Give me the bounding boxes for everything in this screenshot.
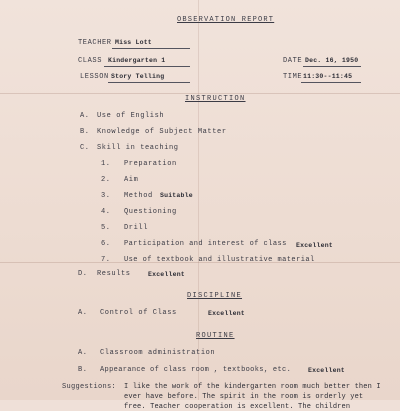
class-underline bbox=[104, 66, 190, 67]
results-value: Excellent bbox=[148, 271, 185, 278]
lesson-underline bbox=[108, 82, 190, 83]
instruction-d-letter: D. bbox=[78, 270, 88, 278]
discipline-a-letter: A. bbox=[78, 309, 88, 317]
date-label: DATE bbox=[283, 57, 303, 65]
discipline-heading: DISCIPLINE bbox=[187, 292, 243, 300]
paper-fold bbox=[0, 93, 400, 94]
instruction-b-letter: B. bbox=[80, 128, 90, 136]
skill-item-num: 6. bbox=[101, 240, 111, 248]
skill-item-text: Drill bbox=[124, 224, 149, 232]
paper-fold bbox=[198, 0, 199, 400]
instruction-a-text: Use of English bbox=[97, 112, 165, 120]
routine-b-text: Appearance of class room , textbooks, etc. bbox=[100, 366, 292, 374]
discipline-a-text: Control of Class bbox=[100, 309, 177, 317]
skill-item-text: Aim bbox=[124, 176, 139, 184]
teacher-underline bbox=[112, 48, 190, 49]
time-value: 11:30--11:45 bbox=[303, 73, 353, 80]
time-underline bbox=[301, 82, 361, 83]
teacher-value: Miss Lott bbox=[115, 39, 152, 46]
skill-item-value: Suitable bbox=[160, 192, 193, 199]
skill-item-text: Method bbox=[124, 192, 153, 200]
control-value: Excellent bbox=[208, 310, 245, 317]
skill-item-num: 5. bbox=[101, 224, 111, 232]
routine-a-letter: A. bbox=[78, 349, 88, 357]
routine-heading: ROUTINE bbox=[196, 332, 235, 340]
instruction-a-letter: A. bbox=[80, 112, 90, 120]
suggestions-label: Suggestions: bbox=[62, 383, 117, 391]
instruction-c-text: Skill in teaching bbox=[97, 144, 179, 152]
appearance-value: Excellent bbox=[308, 367, 345, 374]
instruction-b-text: Knowledge of Subject Matter bbox=[97, 128, 227, 136]
routine-a-text: Classroom administration bbox=[100, 349, 216, 357]
instruction-d-text: Results bbox=[97, 270, 131, 278]
instruction-heading: INSTRUCTION bbox=[185, 95, 246, 103]
skill-item-num: 4. bbox=[101, 208, 111, 216]
skill-item-num: 3. bbox=[101, 192, 111, 200]
lesson-value: Story Telling bbox=[111, 73, 165, 80]
class-value: Kindergarten 1 bbox=[108, 57, 166, 64]
skill-item-value: Excellent bbox=[296, 242, 333, 249]
report-title: OBSERVATION REPORT bbox=[177, 16, 275, 24]
skill-item-text: Participation and interest of class bbox=[124, 240, 287, 248]
skill-item-num: 1. bbox=[101, 160, 111, 168]
suggestions-line: I like the work of the kindergarten room much better then I bbox=[124, 383, 381, 391]
suggestions-line: free. Teacher cooperation is excellent. The children bbox=[124, 403, 351, 411]
teacher-label: TEACHER bbox=[78, 39, 112, 47]
skill-item-text: Use of textbook and illustrative material bbox=[124, 256, 315, 264]
suggestions-line: ever have before. The spirit in the room is orderly yet bbox=[124, 393, 364, 401]
instruction-c-letter: C. bbox=[80, 144, 90, 152]
class-label: CLASS bbox=[78, 57, 103, 65]
date-value: Dec. 16, 1950 bbox=[305, 57, 359, 64]
skill-item-num: 7. bbox=[101, 256, 111, 264]
date-underline bbox=[303, 66, 361, 67]
skill-item-text: Preparation bbox=[124, 160, 177, 168]
skill-item-num: 2. bbox=[101, 176, 111, 184]
time-label: TIME bbox=[283, 73, 303, 81]
skill-item-text: Questioning bbox=[124, 208, 177, 216]
lesson-label: LESSON bbox=[80, 73, 109, 81]
routine-b-letter: B. bbox=[78, 366, 88, 374]
